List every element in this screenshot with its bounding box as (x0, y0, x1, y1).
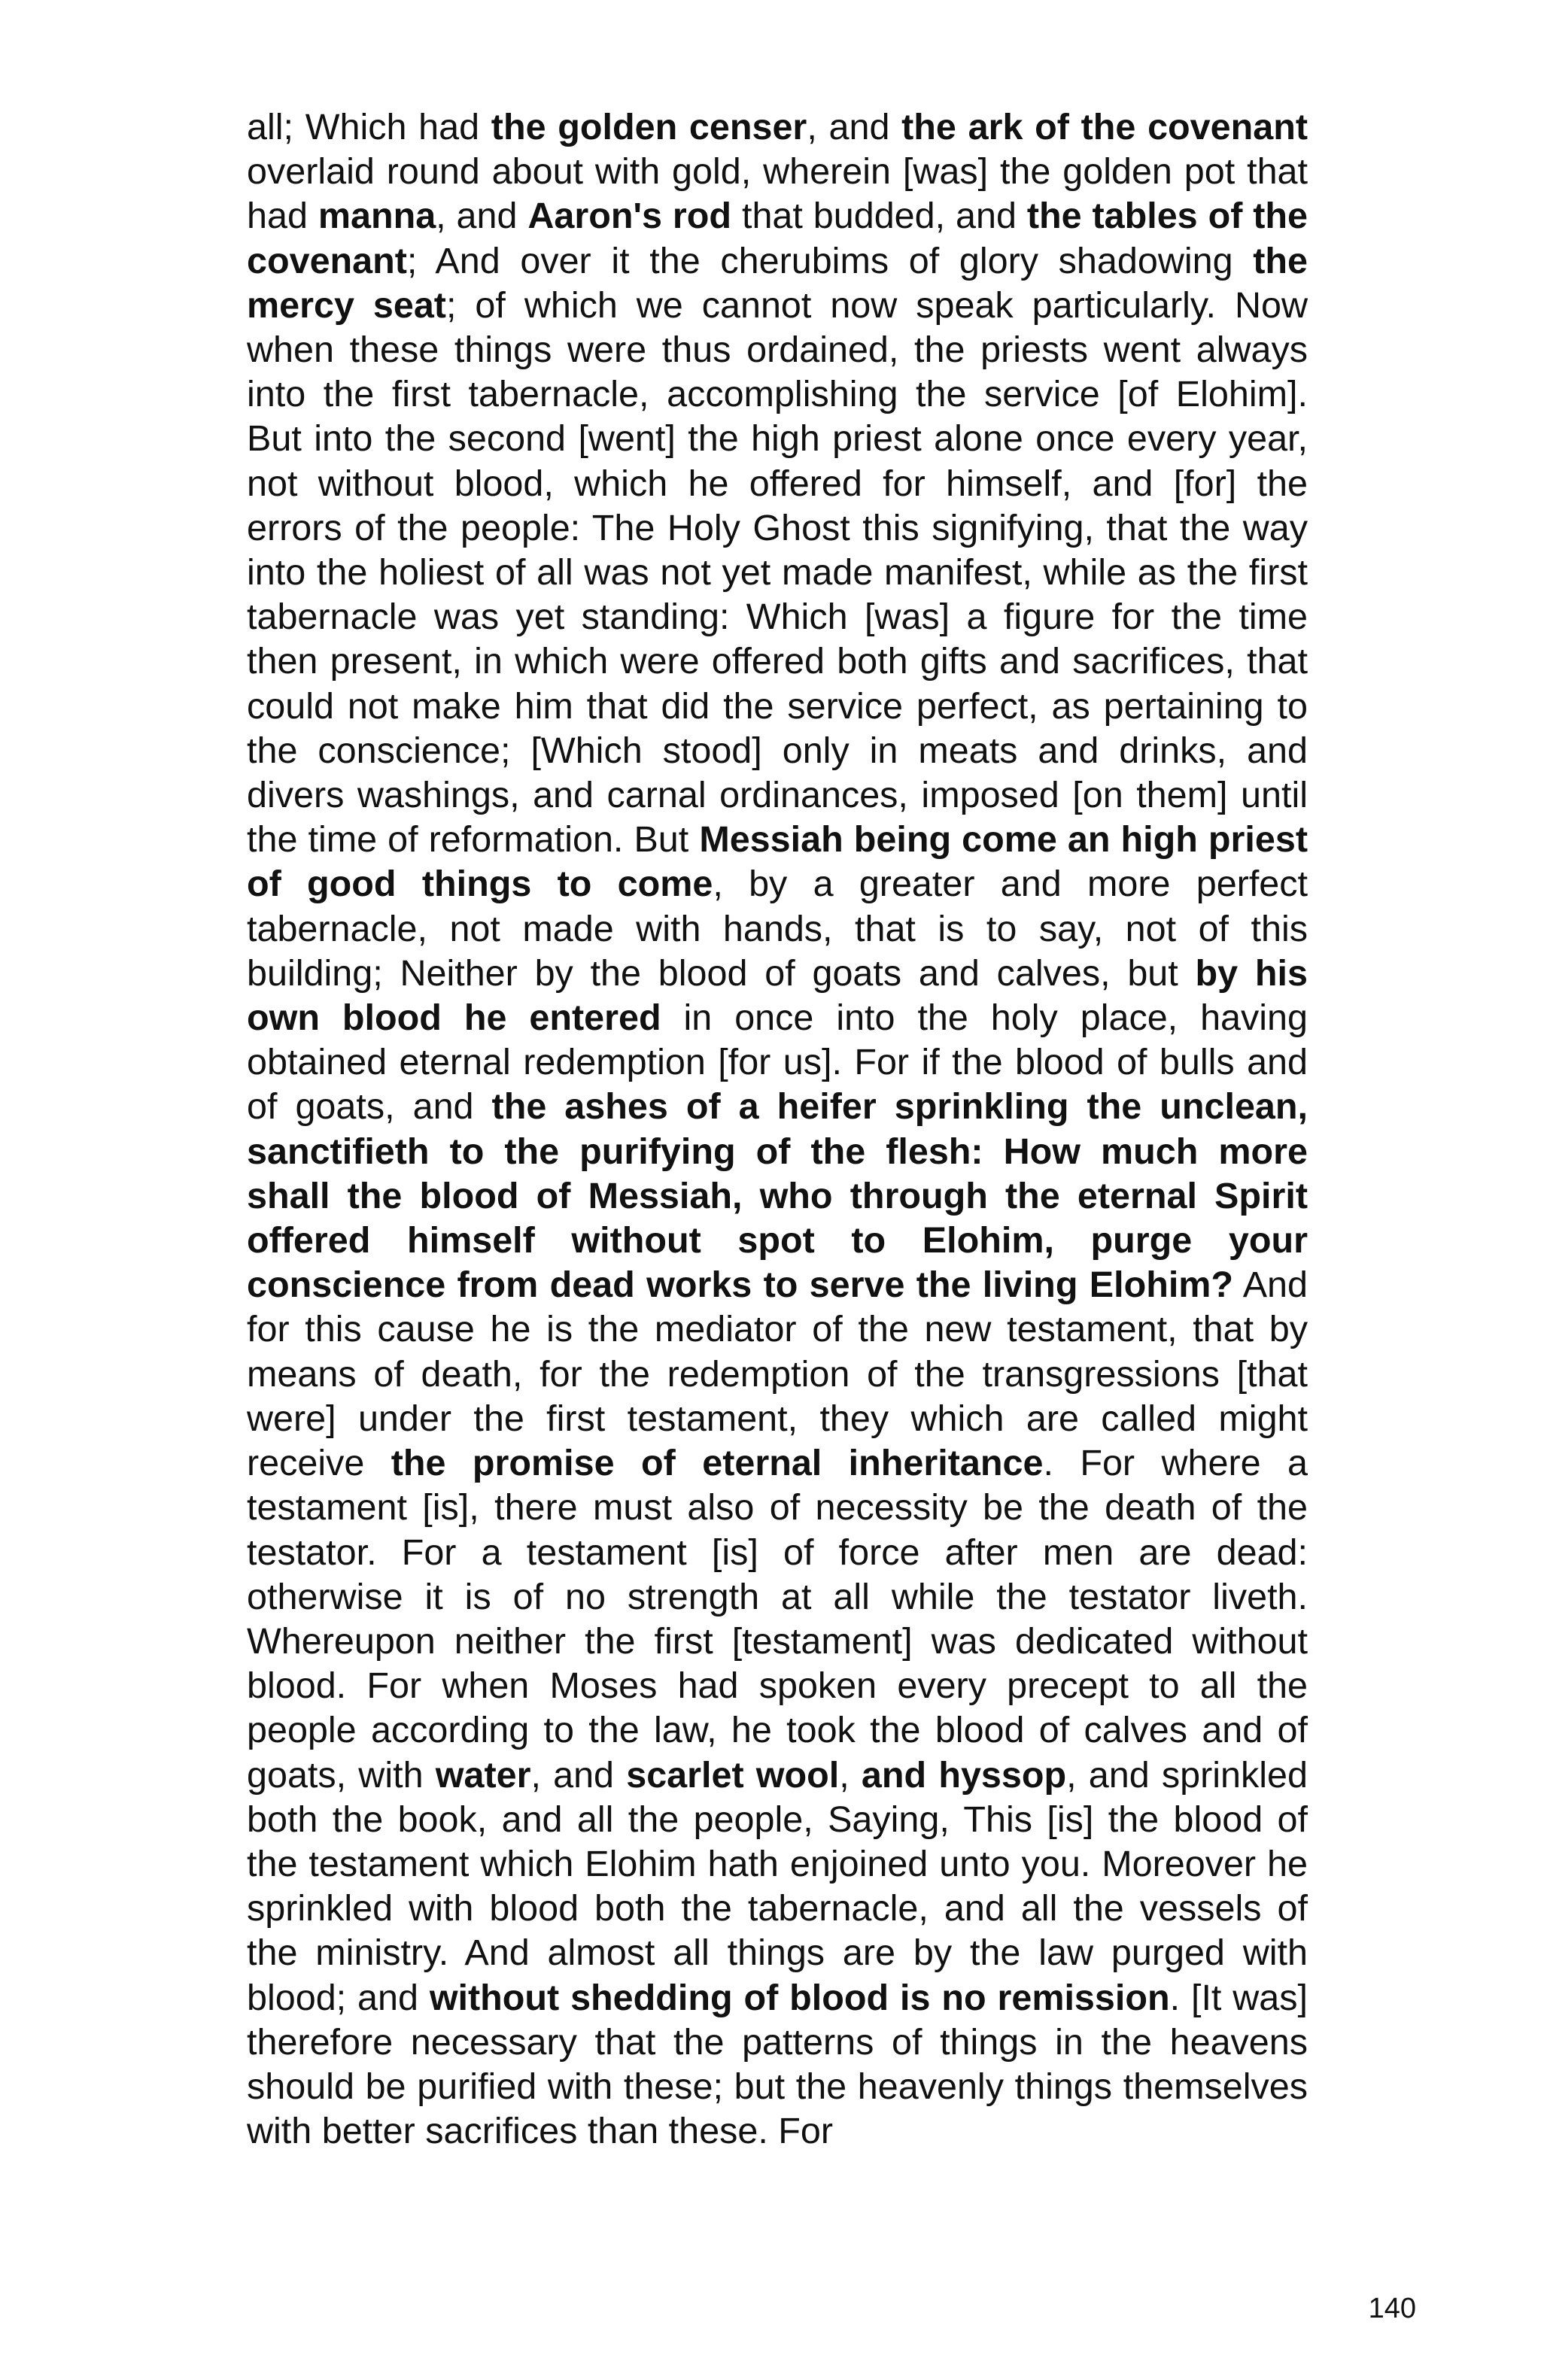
bold-text-segment: and hyssop (861, 1754, 1067, 1796)
body-text (247, 105, 1308, 2154)
bold-text-segment: Messiah being come an high priest of good things to come (247, 819, 1308, 905)
bold-text-segment: by his own blood he entered (247, 952, 1308, 1039)
text-segment: ; of which we cannot now speak particularly. Now when these things were thus ordained, the priests went always into the first tabernacle, accomplishing the service [of Elohim]. But into the second [went] the high priest alone once every year, not without blood, which he offered for himself, and [for] the errors of the people: The Holy Ghost this signifying, that the way into the holiest of all was not yet made manifest, while as the first tabernacle was yet standing: Which [was] a figure for the time then present, in which were offered both gifts and sacrifices, that could not make him that did the service perfect, as pertaining to the conscience; [Which stood] only in meats and drinks, and divers washings, and carnal ordinances, imposed [on them] until the time of reformation. But (247, 284, 1308, 861)
text-segment: , and (807, 107, 902, 147)
text-segment: , by a greater and more perfect tabernacle, not made with hands, that is to say, not of this building; Neither by the blood of goats and calves, but (247, 864, 1308, 994)
bold-text-segment: Aaron's rod (527, 196, 732, 237)
bold-text-segment: the tables of the covenant (247, 196, 1308, 281)
text-segment: that budded, and (731, 196, 1027, 237)
bold-text-segment: the golden censer (491, 107, 807, 147)
bold-text-segment: the ashes of a heifer sprinkling the unclean, sanctifieth to the purifying of the flesh: How much more shall the blood of Messiah, who through the eternal Spirit offered himself without spot to Elohim, purge your conscience from dead works to serve the living Elohim? (247, 1086, 1308, 1306)
text-segment: , and (530, 1754, 627, 1796)
text-segment: all; Which had (247, 107, 491, 147)
bold-text-segment: the mercy seat (247, 240, 1308, 326)
text-segment: ; And over it the cherubims of glory shadowing (406, 240, 1254, 281)
text-segment: overlaid round about with gold, wherein [was] the golden pot that had (247, 151, 1308, 237)
text-segment: . For where a testament [is], there must also of necessity be the death of the testator. For a testament [is] of force after men are dead: otherwise it is of no strength at all while the testator liveth. Whereupon neither the first [testament] was dedicated without blood. For when Moses had spoken every precept to all the people according to the law, he took the blood of calves and of goats, with (247, 1443, 1308, 1796)
bold-text-segment: water (435, 1754, 531, 1796)
text-segment: , (839, 1754, 862, 1796)
text-segment: , and sprinkled both the book, and all the people, Saying, This [is] the blood of the testament which Elohim hath enjoined unto you. Moreover he sprinkled with blood both the tabernacle, and all the vessels of the ministry. And almost all things are by the law purged with blood; and (247, 1754, 1308, 2018)
bold-text-segment: scarlet wool (626, 1754, 840, 1796)
bold-text-segment: manna (318, 196, 436, 237)
text-segment: in once into the holy place, having obtained eternal redemption [for us]. For if the blood of bulls and of goats, and (247, 997, 1308, 1128)
page-number: 140 (1368, 2293, 1416, 2324)
bold-text-segment: the promise of eternal inheritance (391, 1443, 1044, 1484)
text-segment: And for this cause he is the mediator of the new testament, that by means of death, for the redemption of the transgressions [that were] under the first testament, they which are called might receive (247, 1264, 1308, 1484)
bold-text-segment: the ark of the covenant (901, 107, 1308, 147)
text-segment: . [It was] therefore necessary that the patterns of things in the heavens should be purified with these; but the heavenly things themselves with better sacrifices than these. For (247, 1977, 1308, 2152)
text-segment: , and (436, 196, 528, 237)
bold-text-segment: without shedding of blood is no remission (429, 1977, 1170, 2018)
